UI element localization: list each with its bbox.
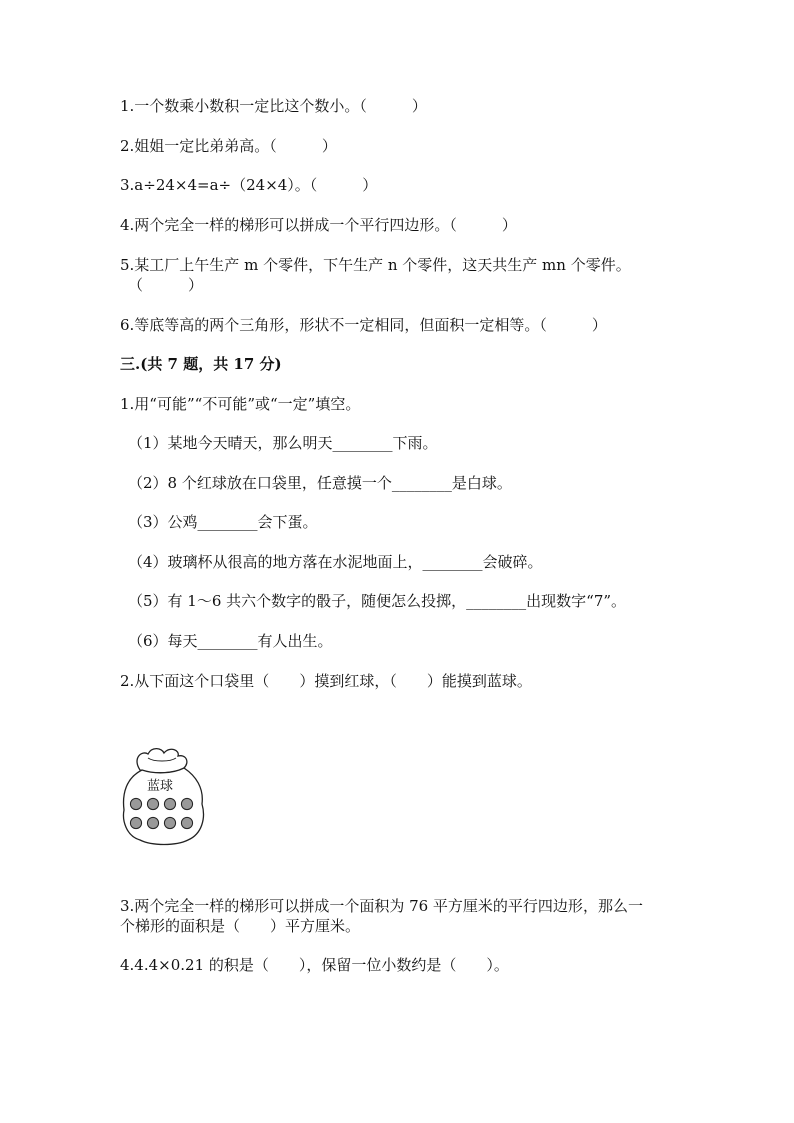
q3-line-2: 个梯形的面积是（ ）平方厘米。 [120, 917, 361, 935]
bag-figure [118, 744, 208, 848]
judge-2: 2.姐姐一定比弟弟高。（ ） [120, 137, 337, 155]
judge-5: 5.某工厂上午生产 m 个零件，下午生产 n 个零件，这天共生产 mn 个零件。 [120, 256, 631, 274]
q1-item-1: （1）某地今天晴天，那么明天________下雨。 [128, 434, 438, 452]
bag-label: 蓝球 [146, 779, 174, 794]
judge-3: 3.a÷24×4=a÷（24×4）。（ ） [120, 176, 378, 194]
judge-4: 4.两个完全一样的梯形可以拼成一个平行四边形。（ ） [120, 216, 517, 234]
q2-stem: 2.从下面这个口袋里（ ）摸到红球，（ ）能摸到蓝球。 [120, 672, 532, 690]
q4: 4.4.4×0.21 的积是（ ），保留一位小数约是（ ）。 [120, 956, 509, 974]
judge-5-bracket: （ ） [128, 276, 204, 294]
judge-6: 6.等底等高的两个三角形，形状不一定相同，但面积一定相等。（ ） [120, 316, 607, 334]
q1-item-4: （4）玻璃杯从很高的地方落在水泥地面上，________会破碎。 [128, 553, 543, 571]
q1-item-5: （5）有 1～6 共六个数字的骰子，随便怎么投掷，________出现数字“7”。 [128, 592, 627, 610]
q1-item-6: （6）每天________有人出生。 [128, 632, 333, 650]
judge-1: 1.一个数乘小数积一定比这个数小。（ ） [120, 97, 427, 115]
q3-line-1: 3.两个完全一样的梯形可以拼成一个面积为 76 平方厘米的平行四边形，那么一 [120, 897, 643, 915]
q1-stem: 1.用“可能”“不可能”或“一定”填空。 [120, 395, 361, 413]
q1-item-3: （3）公鸡________会下蛋。 [128, 513, 318, 531]
q1-item-2: （2）8 个红球放在口袋里，任意摸一个________是白球。 [128, 474, 512, 492]
section-title: 三.(共 7 题，共 17 分) [120, 355, 282, 373]
